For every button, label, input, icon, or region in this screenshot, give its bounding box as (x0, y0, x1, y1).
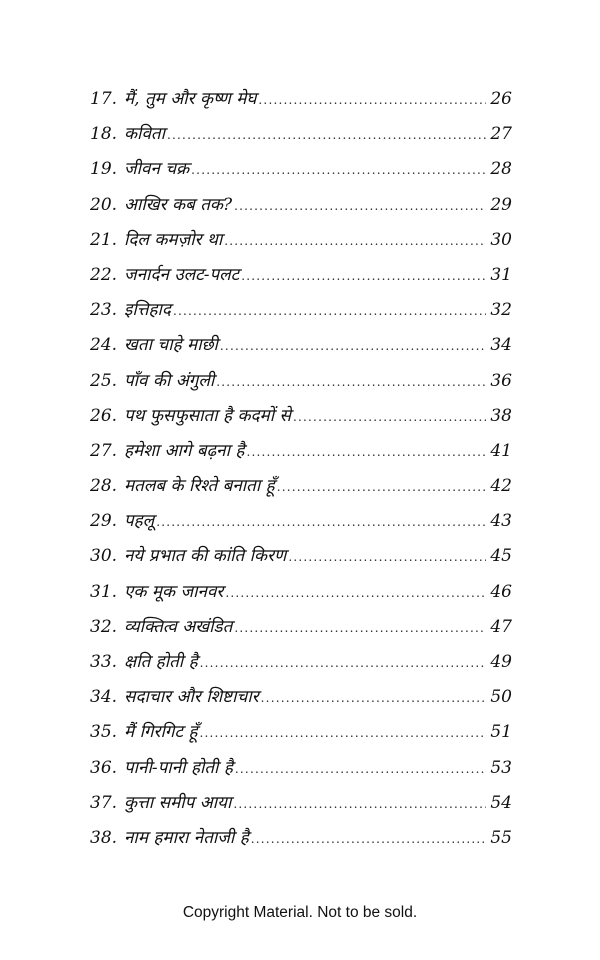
toc-entry-title: क्षति होती है (124, 652, 198, 672)
toc-entry-page: 42 (490, 476, 512, 497)
toc-leader-dots (156, 515, 486, 529)
toc-entry-title: आखिर कब तक? (124, 194, 233, 215)
toc-entry-title: दिल कमज़ोर था (124, 229, 223, 250)
toc-entry-number: 38. (90, 827, 118, 848)
toc-leader-dots (200, 656, 487, 670)
toc-entry-number: 25. (90, 370, 118, 391)
toc-leader-dots (191, 163, 486, 177)
toc-entry-number: 36. (90, 757, 118, 778)
toc-entry-title: एक मूक जानवर (124, 581, 224, 602)
toc-entry[interactable] (90, 438, 512, 473)
toc-entry-number: 27. (90, 440, 118, 461)
toc-entry-page: 45 (490, 546, 512, 567)
toc-leader-dots (235, 762, 486, 776)
toc-entry[interactable] (90, 719, 512, 754)
toc-leader-dots (233, 797, 486, 811)
toc-entry-page: 27 (490, 124, 512, 145)
toc-entry-page: 36 (490, 370, 512, 391)
toc-leader-dots (199, 726, 486, 740)
toc-leader-dots (261, 691, 487, 705)
toc-entry[interactable] (90, 121, 512, 156)
toc-entry-title: हमेशा आगे बढ़ना है (124, 440, 245, 461)
toc-leader-dots (234, 621, 486, 635)
toc-entry-title: नाम हमारा नेताजी है (124, 827, 249, 848)
toc-entry-page: 43 (490, 511, 512, 532)
toc-entry-number: 32. (90, 616, 118, 637)
toc-entry-number: 24. (90, 335, 118, 356)
toc-entry[interactable] (90, 156, 512, 191)
toc-entry-number: 17. (90, 89, 118, 109)
toc-entry-page: 34 (490, 335, 512, 356)
toc-entry-number: 28. (90, 476, 118, 497)
toc-entry[interactable] (90, 684, 512, 719)
toc-entry-number: 20. (90, 194, 118, 215)
toc-entry[interactable] (90, 508, 512, 543)
toc-entry-page: 46 (490, 581, 512, 602)
toc-entry-number: 37. (90, 792, 118, 813)
toc-entry-number: 23. (90, 300, 118, 321)
toc-entry[interactable] (90, 297, 512, 332)
toc-entry[interactable] (90, 473, 512, 508)
toc-entry-title: मैं, तुम और कृष्ण मेघ (124, 89, 257, 109)
toc-entry-title: पाँव की अंगुली (124, 370, 215, 391)
toc-entry-page: 47 (490, 616, 512, 637)
toc-entry[interactable] (90, 543, 512, 578)
toc-entry-title: कुत्ता समीप आया (124, 792, 232, 813)
toc-entry-title: नये प्रभात की कांति किरण (124, 546, 287, 567)
toc-entry[interactable] (90, 614, 512, 649)
toc-entry-number: 19. (90, 159, 118, 180)
toc-entry-number: 22. (90, 264, 118, 285)
toc-entry-number: 31. (90, 581, 118, 602)
toc-entry-title: कविता (124, 124, 166, 145)
toc-entry-title: व्यक्तित्व अखंडित (124, 616, 233, 637)
toc-entry-page: 51 (490, 722, 512, 743)
toc-entry-title: मैं गिरगिट हूँ (124, 722, 198, 743)
toc-entry[interactable] (90, 790, 512, 825)
toc-entry-page: 26 (490, 89, 512, 109)
toc-leader-dots (251, 832, 487, 846)
toc-entry-title: पहलू (124, 511, 155, 532)
toc-leader-dots (173, 304, 486, 318)
toc-entry-page: 49 (490, 652, 512, 672)
toc-entry-title: मतलब के रिश्ते बनाता हूँ (124, 476, 275, 497)
toc-leader-dots (288, 550, 486, 564)
toc-leader-dots (277, 480, 487, 494)
toc-entry[interactable] (90, 579, 512, 614)
toc-entry-number: 21. (90, 229, 118, 250)
toc-entry-number: 18. (90, 124, 118, 145)
toc-leader-dots (246, 445, 486, 459)
toc-entry-title: खता चाहे माछी (124, 335, 218, 356)
toc-leader-dots (167, 128, 486, 142)
toc-leader-dots (241, 269, 486, 283)
toc-entry-number: 33. (90, 652, 118, 672)
toc-entry-title: पथ फुसफुसाता है कदमों से (124, 405, 291, 426)
toc-entry-page: 38 (490, 405, 512, 426)
toc-entry-page: 28 (490, 159, 512, 180)
toc-entry-page: 32 (490, 300, 512, 321)
toc-entry-number: 35. (90, 722, 118, 743)
toc-entry-page: 41 (490, 440, 512, 461)
toc-leader-dots (216, 375, 486, 389)
toc-entry-title: जीवन चक्र (124, 159, 190, 180)
toc-leader-dots (258, 93, 486, 107)
toc-entry-page: 53 (490, 757, 512, 778)
toc-entry-number: 30. (90, 546, 118, 567)
toc-entry-number: 26. (90, 405, 118, 426)
toc-entry[interactable] (90, 825, 512, 860)
toc-entry-page: 50 (490, 687, 512, 708)
toc-entry[interactable] (90, 227, 512, 262)
toc-leader-dots (225, 586, 486, 600)
toc-entry-title: इत्तिहाद (124, 300, 171, 321)
toc-entry[interactable] (90, 368, 512, 403)
toc-entry-page: 31 (490, 264, 512, 285)
copyright-notice: Copyright Material. Not to be sold. (182, 904, 418, 921)
toc-entry-title: सदाचार और शिष्टाचार (124, 687, 259, 708)
toc-entry-title: पानी-पानी होती है (124, 757, 233, 778)
toc-entry-number: 29. (90, 511, 118, 532)
toc-leader-dots (220, 339, 486, 353)
toc-entry-title: जनार्दन उलट-पलट (124, 264, 240, 285)
toc-entry-page: 30 (490, 229, 512, 250)
toc-leader-dots (224, 234, 486, 248)
toc-entry[interactable] (90, 192, 512, 227)
toc-entry-page: 54 (490, 792, 512, 813)
toc-entry[interactable] (90, 86, 512, 121)
toc-entry[interactable] (90, 755, 512, 790)
toc-entry-page: 29 (490, 194, 512, 215)
toc-entry[interactable] (90, 403, 512, 438)
toc-entry[interactable] (90, 332, 512, 367)
toc-entry-number: 34. (90, 687, 118, 708)
toc-leader-dots (293, 410, 486, 424)
toc-leader-dots (234, 199, 486, 213)
toc-entry[interactable] (90, 262, 512, 297)
table-of-contents (90, 86, 512, 860)
toc-entry[interactable] (90, 649, 512, 684)
toc-entry-page: 55 (490, 827, 512, 848)
